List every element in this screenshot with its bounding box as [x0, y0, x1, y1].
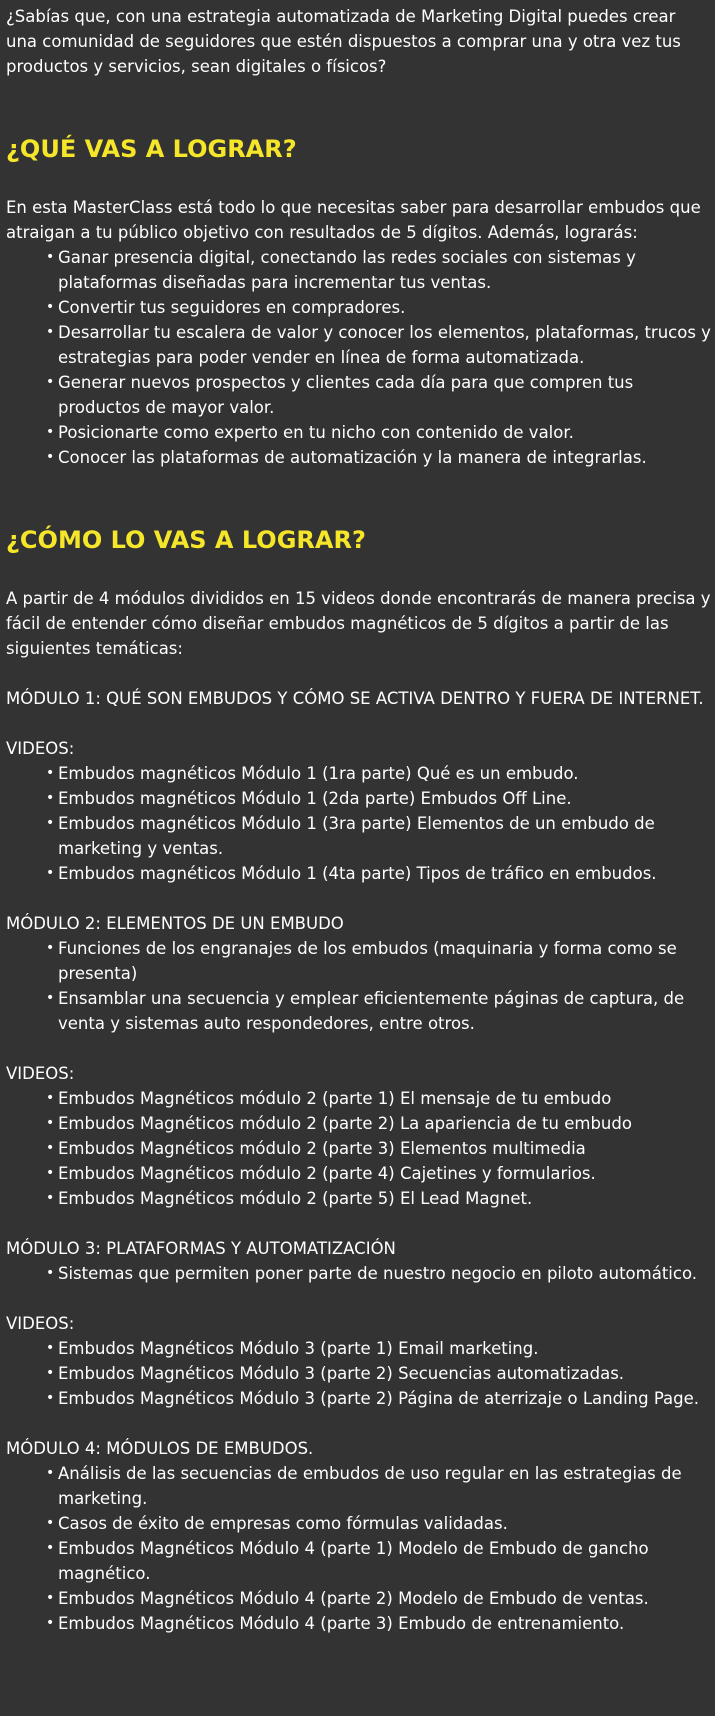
list-item: • Embudos Magnéticos Módulo 3 (parte 1) Email marketing.: [58, 1336, 711, 1361]
como-lograr-lead: A partir de 4 módulos divididos en 15 videos donde encontrarás de manera precisa y fácil de entender cómo diseñar embudos magnéticos de 5 dígitos a partir de las siguientes temáticas:: [6, 589, 711, 658]
module-3-topics-list: [6, 1261, 711, 1286]
list-item: • Embudos Magnéticos Módulo 4 (parte 1) Modelo de Embudo de gancho magnético.: [58, 1536, 711, 1586]
intro-paragraph: ¿Sabías que, con una estrategia automatizada de Marketing Digital puedes crear una comunidad de seguidores que estén dispuestos a comprar una y otra vez tus productos y servicios, sean digitales o físicos?: [6, 7, 681, 76]
list-item: • Convertir tus seguidores en compradores.: [58, 295, 711, 320]
module-4-topics-list: [6, 1461, 711, 1636]
module-1-title: MÓDULO 1: QUÉ SON EMBUDOS Y CÓMO SE ACTIVA DENTRO Y FUERA DE INTERNET.: [6, 689, 704, 708]
list-item: • Generar nuevos prospectos y clientes cada día para que compren tus productos de mayor valor.: [58, 370, 711, 420]
list-item: • Embudos Magnéticos módulo 2 (parte 3) Elementos multimedia: [58, 1136, 711, 1161]
module-3-title: MÓDULO 3: PLATAFORMAS Y AUTOMATIZACIÓN: [6, 1239, 396, 1258]
list-item: • Casos de éxito de empresas como fórmulas validadas.: [58, 1511, 711, 1536]
list-item: • Embudos Magnéticos módulo 2 (parte 1) El mensaje de tu embudo: [58, 1086, 711, 1111]
list-item: • Embudos magnéticos Módulo 1 (2da parte) Embudos Off Line.: [58, 786, 711, 811]
module-2-title: MÓDULO 2: ELEMENTOS DE UN EMBUDO: [6, 914, 344, 933]
list-item: • Posicionarte como experto en tu nicho con contenido de valor.: [58, 420, 711, 445]
section-heading-que-lograr: ¿QUÉ VAS A LOGRAR?: [6, 135, 297, 163]
module-2-videos-label: VIDEOS:: [6, 1064, 75, 1083]
list-item: • Embudos magnéticos Módulo 1 (3ra parte) Elementos de un embudo de marketing y ventas.: [58, 811, 711, 861]
list-item: • Ganar presencia digital, conectando las redes sociales con sistemas y plataformas diseñadas para incrementar tus ventas.: [58, 245, 711, 295]
que-lograr-list: [6, 245, 711, 470]
list-item: • Embudos Magnéticos módulo 2 (parte 4) Cajetines y formularios.: [58, 1161, 711, 1186]
module-2-videos-list: [6, 1086, 711, 1211]
module-4-title: MÓDULO 4: MÓDULOS DE EMBUDOS.: [6, 1439, 314, 1458]
section-heading-como-lograr: ¿CÓMO LO VAS A LOGRAR?: [6, 526, 366, 554]
list-item: • Desarrollar tu escalera de valor y conocer los elementos, plataformas, trucos y estrategias para poder vender en línea de forma automatizada.: [58, 320, 711, 370]
list-item: • Embudos Magnéticos módulo 2 (parte 5) El Lead Magnet.: [58, 1186, 711, 1211]
list-item: • Sistemas que permiten poner parte de nuestro negocio en piloto automático.: [58, 1261, 711, 1286]
module-3-videos-list: [6, 1336, 711, 1411]
list-item: • Embudos magnéticos Módulo 1 (1ra parte) Qué es un embudo.: [58, 761, 711, 786]
module-1-videos-label: VIDEOS:: [6, 739, 75, 758]
list-item: • Ensamblar una secuencia y emplear eficientemente páginas de captura, de venta y sistemas auto respondedores, entre otros.: [58, 986, 711, 1036]
que-lograr-lead: En esta MasterClass está todo lo que necesitas saber para desarrollar embudos que atraigan a tu público objetivo con resultados de 5 dígitos. Además, lograrás:: [6, 198, 701, 242]
list-item: • Embudos Magnéticos módulo 2 (parte 2) La apariencia de tu embudo: [58, 1111, 711, 1136]
list-item: • Análisis de las secuencias de embudos de uso regular en las estrategias de marketing.: [58, 1461, 711, 1511]
list-item: • Embudos Magnéticos Módulo 3 (parte 2) Secuencias automatizadas.: [58, 1361, 711, 1386]
module-2-topics-list: [6, 936, 711, 1036]
list-item: • Embudos Magnéticos Módulo 4 (parte 3) Embudo de entrenamiento.: [58, 1611, 711, 1636]
module-1-videos-list: [6, 761, 711, 886]
list-item: • Funciones de los engranajes de los embudos (maquinaria y forma como se presenta): [58, 936, 711, 986]
list-item: • Conocer las plataformas de automatización y la manera de integrarlas.: [58, 445, 711, 470]
module-3-videos-label: VIDEOS:: [6, 1314, 75, 1333]
list-item: • Embudos Magnéticos Módulo 4 (parte 2) Modelo de Embudo de ventas.: [58, 1586, 711, 1611]
list-item: • Embudos magnéticos Módulo 1 (4ta parte) Tipos de tráfico en embudos.: [58, 861, 711, 886]
list-item: • Embudos Magnéticos Módulo 3 (parte 2) Página de aterrizaje o Landing Page.: [58, 1386, 711, 1411]
